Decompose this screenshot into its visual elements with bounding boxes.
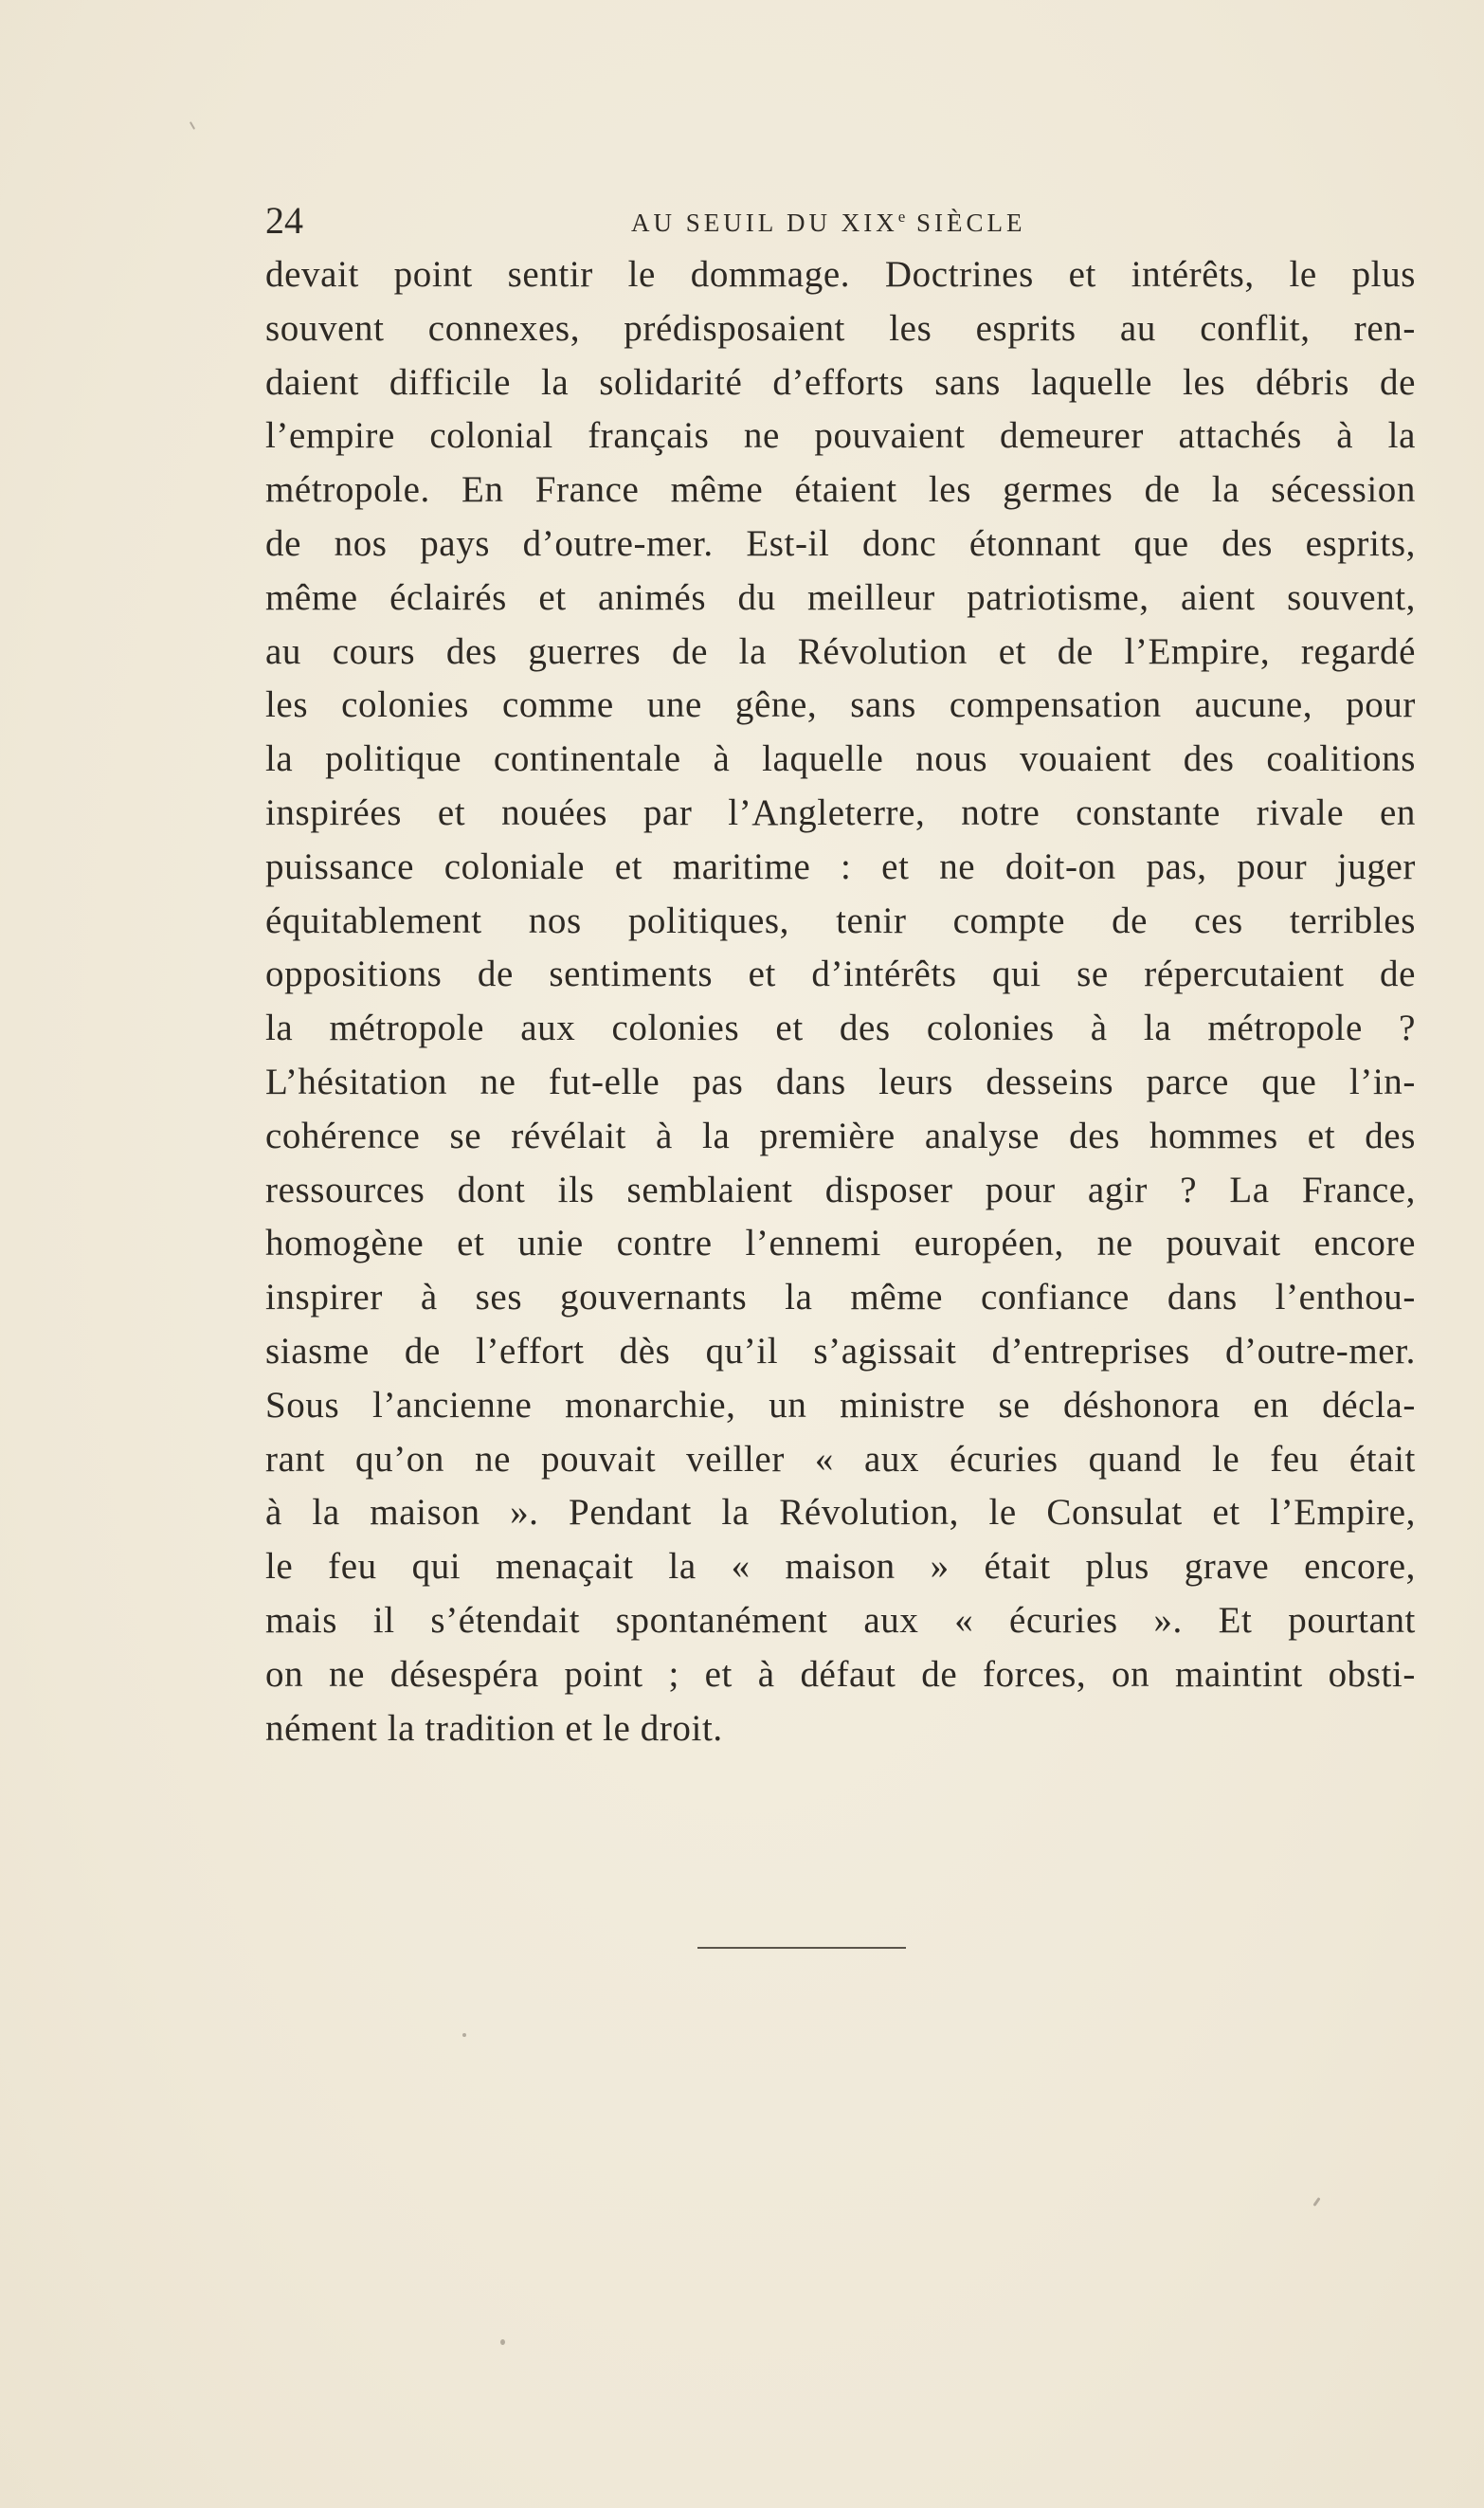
text-line: homogène et unie contre l’ennemi européen, ne pouvait encore	[265, 1223, 1416, 1264]
paper-speck	[1312, 2197, 1320, 2207]
paper-speck	[500, 2339, 505, 2345]
running-head-tail: SIÈCLE	[906, 209, 1026, 237]
text-line: oppositions de sentiments et d’intérêts qui se répercutaient de	[265, 954, 1416, 995]
text-line: rant qu’on ne pouvait veiller « aux écuries quand le feu était	[265, 1438, 1416, 1480]
body-paragraph	[265, 248, 1416, 1755]
text-line: mais il s’étendait spontanément aux « écuries ». Et pourtant	[265, 1599, 1416, 1641]
text-line: équitablement nos politiques, tenir compte de ces terribles	[265, 900, 1416, 941]
text-line: le feu qui menaçait la « maison » était plus grave encore,	[265, 1546, 1416, 1588]
text-line: ressources dont ils semblaient disposer pour agir ? La France,	[265, 1169, 1416, 1210]
text-line: daient difficile la solidarité d’efforts sans laquelle les débris de	[265, 361, 1416, 403]
paper-speck	[190, 121, 195, 130]
text-line: Sous l’ancienne monarchie, un ministre se déshonora en décla-	[265, 1384, 1416, 1426]
text-line: puissance coloniale et maritime : et ne doit-on pas, pour juger	[265, 845, 1416, 887]
text-line: cohérence se révélait à la première analyse des hommes et des	[265, 1115, 1416, 1156]
text-line: inspirées et nouées par l’Angleterre, notre constante rivale en	[265, 791, 1416, 833]
text-line: métropole. En France même étaient les germes de la sécession	[265, 469, 1416, 511]
running-head-superscript: e	[897, 208, 907, 226]
text-line: même éclairés et animés du meilleur patriotisme, aient souvent,	[265, 576, 1416, 618]
text-line: l’empire colonial français ne pouvaient demeurer attachés à la	[265, 415, 1416, 457]
paper-speck	[462, 2033, 466, 2037]
text-line: inspirer à ses gouvernants la même confiance dans l’enthou-	[265, 1277, 1416, 1318]
text-line: on ne désespéra point ; et à défaut de forces, on maintint obsti-	[265, 1653, 1416, 1695]
text-line: devait point sentir le dommage. Doctrines et intérêts, le plus	[265, 254, 1416, 295]
text-line: nément la tradition et le droit.	[265, 1707, 723, 1749]
running-head	[631, 201, 1026, 245]
page-header	[265, 197, 1416, 245]
running-head-main: AU SEUIL DU XIX	[631, 209, 898, 237]
text-line: la politique continentale à laquelle nous vouaient des coalitions	[265, 738, 1416, 780]
text-line: de nos pays d’outre-mer. Est-il donc étonnant que des esprits,	[265, 522, 1416, 564]
text-line: L’hésitation ne fut-elle pas dans leurs desseins parce que l’in-	[265, 1061, 1416, 1102]
section-end-rule	[697, 1947, 906, 1949]
text-line: la métropole aux colonies et des colonies à la métropole ?	[265, 1008, 1416, 1049]
text-line: souvent connexes, prédisposaient les esprits au conflit, ren-	[265, 307, 1416, 349]
text-line: siasme de l’effort dès qu’il s’agissait d’entreprises d’outre-mer.	[265, 1330, 1416, 1372]
text-line: les colonies comme une gêne, sans compensation aucune, pour	[265, 684, 1416, 726]
text-line: à la maison ». Pendant la Révolution, le Consulat et l’Empire,	[265, 1492, 1416, 1534]
page-number: 24	[265, 199, 303, 242]
text-line: au cours des guerres de la Révolution et de l’Empire, regardé	[265, 630, 1416, 672]
